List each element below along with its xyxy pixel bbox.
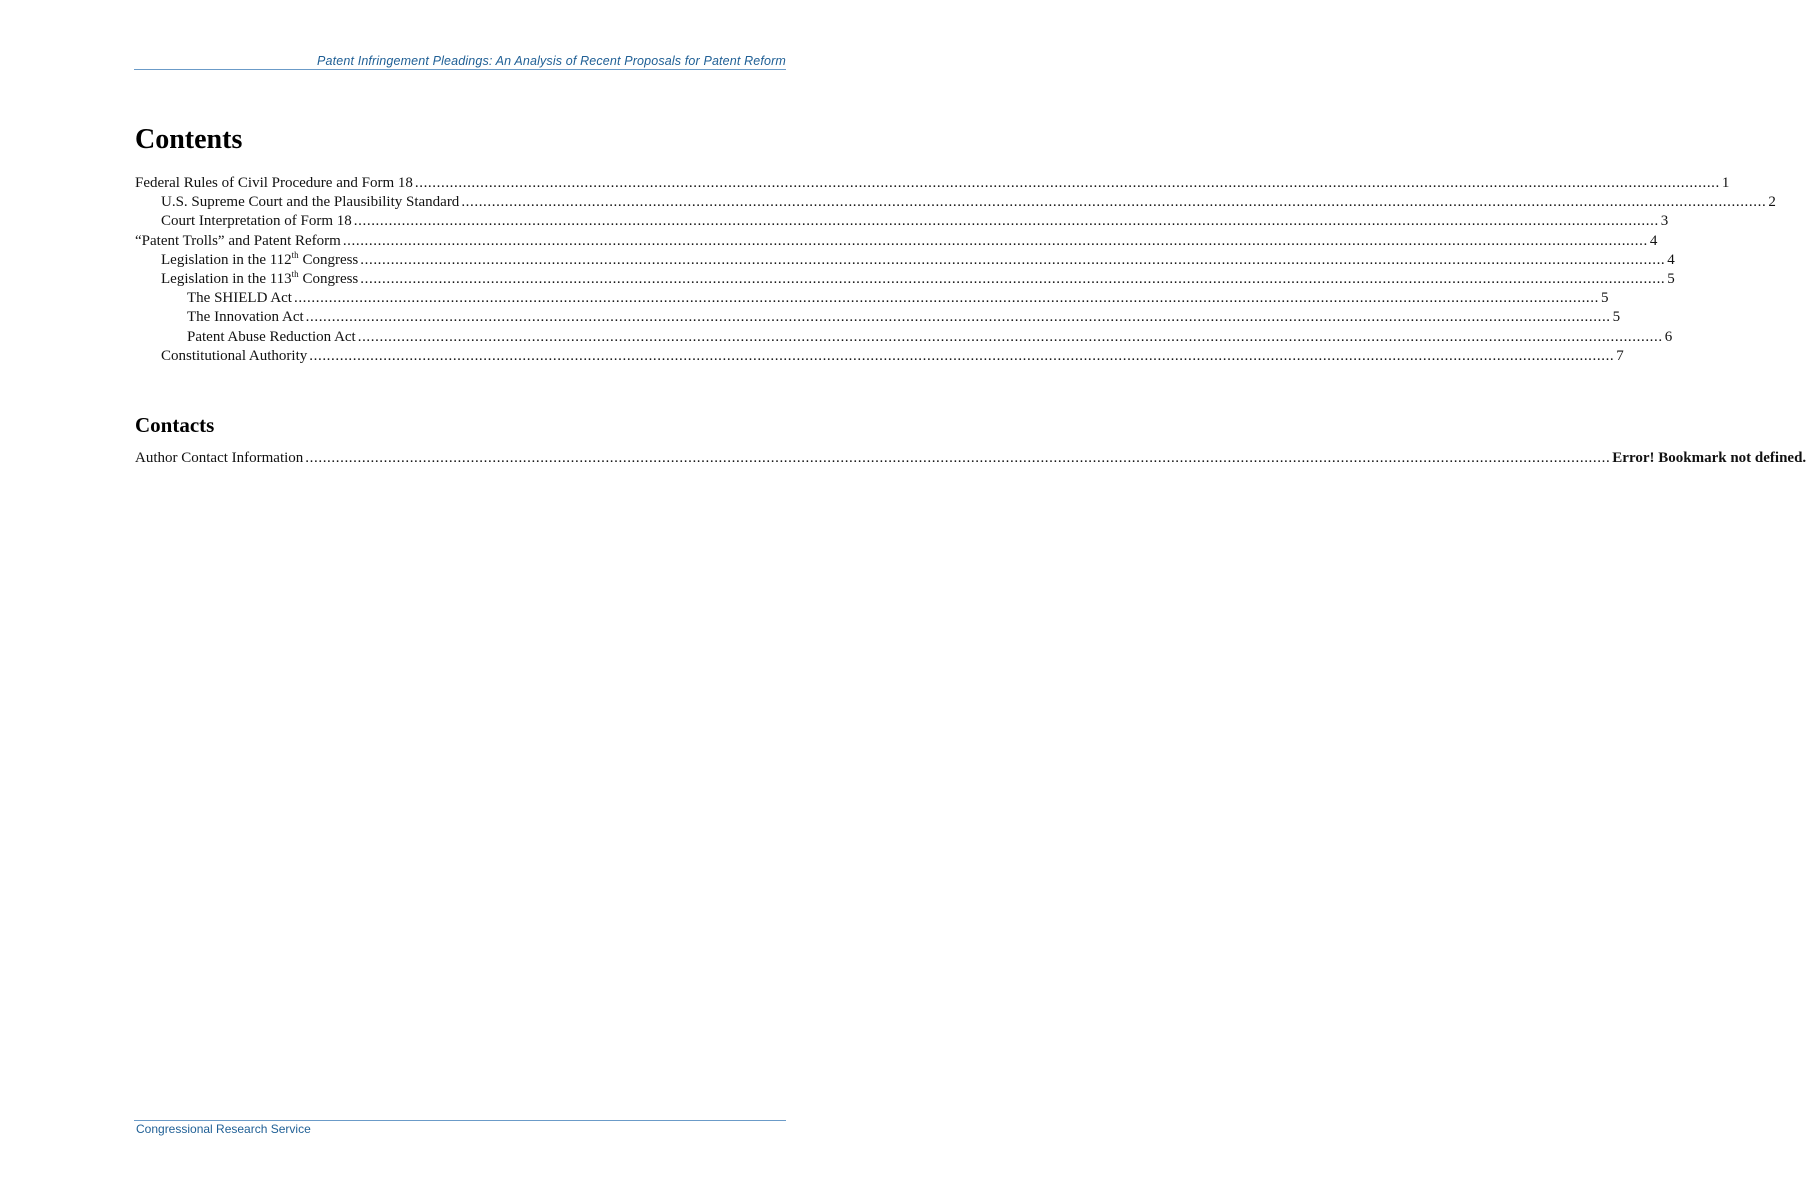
toc-entry-title[interactable] <box>161 347 309 366</box>
toc-entry[interactable] <box>135 449 1806 468</box>
toc-entry-ordinal-suffix: th <box>291 268 299 279</box>
toc-entry-title-text: Legislation in the 113 <box>161 270 292 287</box>
toc-entry[interactable] <box>135 328 1673 347</box>
dot-leader: ............................................................................................................................................................................................................................................................................................................ <box>293 290 1599 307</box>
toc-entry-title-text: Legislation in the 112 <box>161 251 292 268</box>
toc-entry[interactable] <box>135 232 1658 251</box>
toc-entry-title-text: Federal Rules of Civil Procedure and Form 18 <box>135 175 413 191</box>
toc-entry-title[interactable] <box>187 328 358 347</box>
toc-entry-page-number: 3 <box>1660 213 1669 230</box>
toc-entry-title[interactable] <box>135 449 305 468</box>
toc-entry-page-number: 4 <box>1649 232 1658 249</box>
dot-leader: ............................................................................................................................................................................................................................................................................................................ <box>360 251 1666 268</box>
toc-entry-title-text: The SHIELD Act <box>187 290 292 307</box>
toc-entry-title[interactable] <box>161 251 360 270</box>
toc-entry[interactable] <box>135 174 1730 193</box>
dot-leader: ............................................................................................................................................................................................................................................................................................................ <box>342 232 1648 249</box>
toc-entry-page-number: 6 <box>1664 328 1673 345</box>
toc-entry-title[interactable] <box>135 232 343 251</box>
toc-entry-page-number: 5 <box>1600 290 1609 307</box>
toc-entry[interactable] <box>135 268 1675 289</box>
toc-entry-title-text: U.S. Supreme Court and the Plausibility Standard <box>161 194 460 211</box>
contents-heading: Contents <box>135 124 243 155</box>
toc-entry-title-text: The Innovation Act <box>187 309 304 326</box>
dot-leader: ............................................................................................................................................................................................................................................................................................................ <box>360 270 1666 287</box>
toc-entry-title[interactable] <box>161 270 360 289</box>
toc-entry-title-text: Patent Abuse Reduction Act <box>187 328 356 345</box>
table-of-contents <box>135 174 1776 366</box>
contacts-list <box>135 449 1806 468</box>
toc-entry-title[interactable] <box>161 212 354 231</box>
toc-entry[interactable] <box>135 347 1624 366</box>
toc-entry-title-text: Court Interpretation of Form 18 <box>161 213 352 230</box>
toc-entry[interactable] <box>135 289 1609 308</box>
header-divider <box>134 69 786 70</box>
toc-entry[interactable] <box>135 249 1675 270</box>
toc-entry[interactable] <box>135 212 1669 231</box>
toc-entry-page-number: 1 <box>1721 175 1730 191</box>
toc-entry-title-text: Constitutional Authority <box>161 347 308 364</box>
dot-leader: ............................................................................................................................................................................................................................................................................................................ <box>353 213 1659 230</box>
toc-entry[interactable] <box>135 308 1621 327</box>
toc-entry-ordinal-suffix: th <box>291 249 299 260</box>
dot-leader: ............................................................................................................................................................................................................................................................................................................ <box>414 175 1720 191</box>
toc-entry-title[interactable] <box>135 174 415 193</box>
toc-entry-title-suffix: Congress <box>298 251 359 268</box>
toc-entry-title-text: “Patent Trolls” and Patent Reform <box>135 232 341 249</box>
toc-entry-page-number: 5 <box>1612 309 1621 326</box>
footer-organization: Congressional Research Service <box>136 1122 311 1136</box>
toc-entry-title-text: Author Contact Information <box>135 450 304 466</box>
running-header-title: Patent Infringement Pleadings: An Analysis of Recent Proposals for Patent Reform <box>317 54 786 68</box>
toc-entry-page-number: 5 <box>1667 270 1675 287</box>
toc-entry-title[interactable] <box>187 289 294 308</box>
toc-entry-page-number: 4 <box>1667 251 1675 268</box>
toc-entry-title[interactable] <box>161 193 461 212</box>
contacts-heading: Contacts <box>135 413 215 437</box>
dot-leader: ............................................................................................................................................................................................................................................................................................................ <box>305 309 1611 326</box>
toc-entry-page-number: 2 <box>1768 194 1776 211</box>
dot-leader: ............................................................................................................................................................................................................................................................................................................ <box>357 328 1663 345</box>
dot-leader: ............................................................................................................................................................................................................................................................................................................ <box>461 194 1767 211</box>
toc-entry-title-suffix: Congress <box>298 270 359 287</box>
toc-entry-title[interactable] <box>187 308 306 327</box>
dot-leader: ............................................................................................................................................................................................................................................................................................................ <box>305 450 1611 466</box>
toc-entry-page-number: Error! Bookmark not defined. <box>1612 450 1806 466</box>
dot-leader: ............................................................................................................................................................................................................................................................................................................ <box>309 347 1615 364</box>
toc-entry[interactable] <box>135 193 1776 212</box>
footer-divider <box>134 1120 786 1121</box>
toc-entry-page-number: 7 <box>1616 347 1624 364</box>
